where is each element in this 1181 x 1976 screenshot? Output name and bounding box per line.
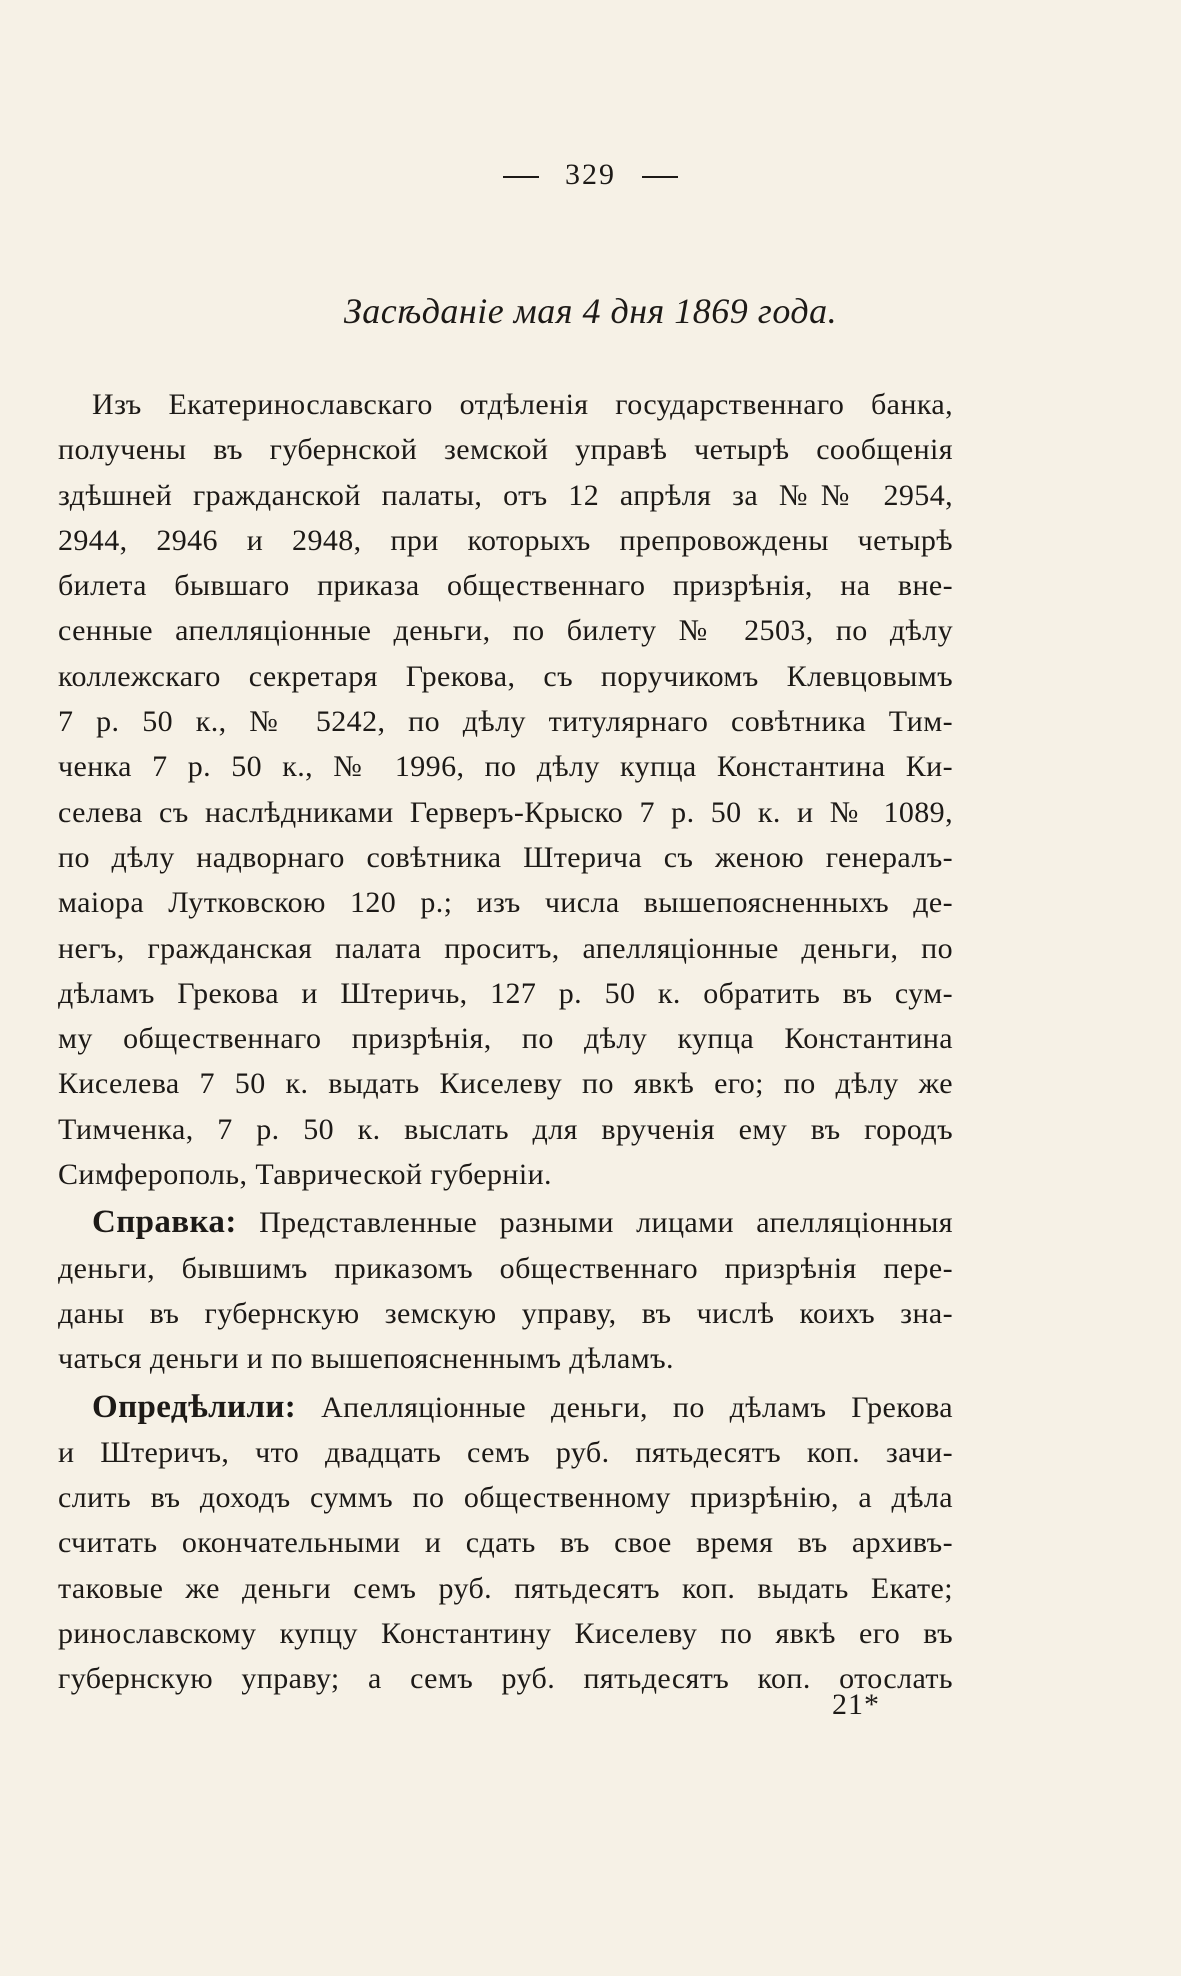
text-line: и Штеричъ, что двадцать семъ руб. пятьдесятъ коп. зачи-: [58, 1435, 953, 1469]
text-line: селева съ наслѣдниками Герверъ-Крыско 7 р. 50 к. и № 1089,: [58, 795, 953, 829]
signature-mark: 21*: [832, 1688, 880, 1721]
text-line: считать окончательными и сдать въ свое время въ архивъ-: [58, 1526, 953, 1560]
document-body: [58, 382, 953, 1702]
text-line: сенные апелляціонные деньги, по билету № 2503, по дѣлу: [58, 614, 953, 648]
text-line: билета бывшаго приказа общественнаго призрѣнія, на вне-: [58, 569, 953, 603]
dash-left: [503, 176, 539, 178]
text-line: маіора Лутковскою 120 р.; изъ числа вышепоясненныхъ де-: [58, 886, 953, 920]
text-line: [58, 1385, 953, 1430]
text-line: Изъ Екатеринославскаго отдѣленія государственнаго банка,: [92, 388, 953, 421]
dash-right: [642, 176, 678, 178]
spravka-first-line: Представленные разными лицами апелляціонныя: [236, 1206, 953, 1240]
text-line: 2944, 2946 и 2948, при которыхъ препровождены четырѣ: [58, 523, 953, 557]
text-line: губернскую управу; а семъ руб. пятьдесятъ коп. отослать: [58, 1662, 953, 1696]
text-line: ринославскому купцу Константину Киселеву по явкѣ его въ: [58, 1617, 953, 1651]
text-line: даны въ губернскую земскую управу, въ числѣ коихъ зна-: [58, 1296, 953, 1330]
text-line: Киселева 7 50 к. выдать Киселеву по явкѣ его; по дѣлу же: [58, 1067, 953, 1101]
spravka-section: [58, 1200, 953, 1381]
page-number-row: [0, 158, 1181, 192]
spravka-label: Справка:: [92, 1204, 237, 1241]
opredelili-section: [58, 1385, 953, 1702]
text-line: [58, 1200, 953, 1245]
text-line: му общественнаго призрѣнія, по дѣлу купца Константина: [58, 1022, 953, 1056]
text-line: таковые же деньги семъ руб. пятьдесятъ коп. выдать Екате;: [58, 1571, 953, 1605]
text-line: слить въ доходъ суммъ по общественному призрѣнію, а дѣла: [58, 1481, 953, 1515]
text-line: здѣшней гражданской палаты, отъ 12 апрѣля за №№ 2954,: [58, 478, 953, 512]
session-title: Засѣданіе мая 4 дня 1869 года.: [343, 291, 838, 331]
text-line: Симферополь, Таврической губерніи.: [58, 1158, 552, 1192]
paragraph-1: [58, 382, 953, 1197]
text-line: 7 р. 50 к., № 5242, по дѣлу титулярнаго совѣтника Тим-: [58, 705, 953, 739]
text-line: ченка 7 р. 50 к., № 1996, по дѣлу купца Константина Ки-: [58, 750, 953, 784]
text-line: деньги, бывшимъ приказомъ общественнаго призрѣнія пере-: [58, 1251, 953, 1285]
page-number: 329: [565, 158, 616, 191]
text-line: чаться деньги и по вышепоясненнымъ дѣламъ.: [58, 1342, 674, 1376]
text-line: получены въ губернской земской управѣ четырѣ сообщенія: [58, 433, 953, 467]
text-line: коллежскаго секретаря Грекова, съ поручикомъ Клевцовымъ: [58, 659, 953, 693]
text-line: Тимченка, 7 р. 50 к. выслать для врученія ему въ городъ: [58, 1112, 953, 1146]
opredelili-first-line: Апелляціонные деньги, по дѣламъ Грекова: [296, 1390, 953, 1424]
text-line: по дѣлу надворнаго совѣтника Штерича съ женою генералъ-: [58, 840, 953, 874]
text-line: негъ, гражданская палата проситъ, апелляціонные деньги, по: [58, 931, 953, 965]
text-line: дѣламъ Грекова и Штеричь, 127 р. 50 к. обратить въ сум-: [58, 976, 953, 1010]
opredelili-label: Опредѣлили:: [92, 1388, 297, 1425]
